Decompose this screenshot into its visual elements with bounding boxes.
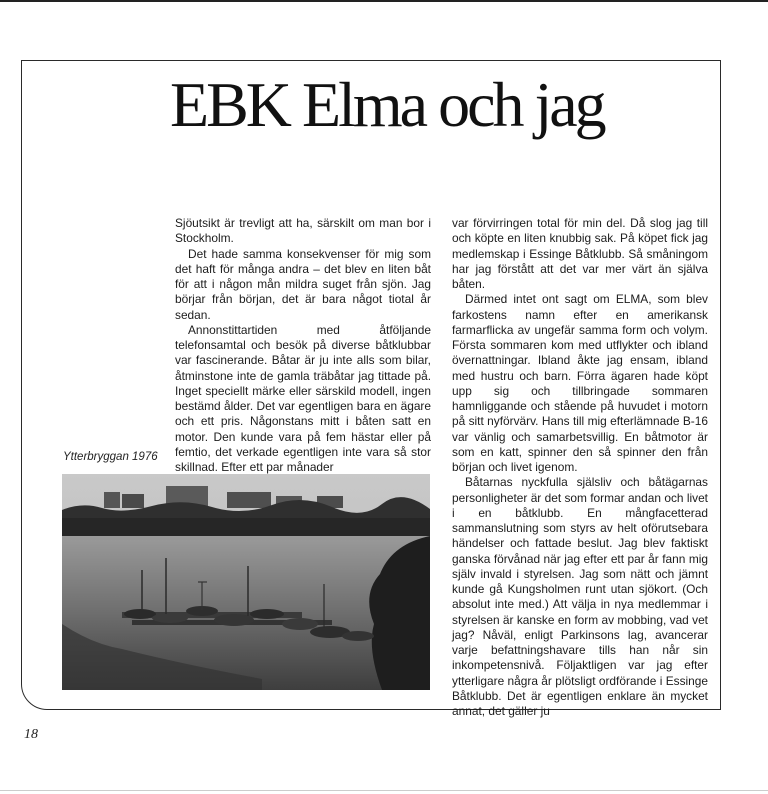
page-number: 18 [24,727,38,742]
top-rule [0,0,768,2]
paragraph: Därmed intet ont sagt om ELMA, som blev farkostens namn efter en amerikansk farmarflicka av ungefär samma form och volym. Första sommaren kom med utflykter och ibland övernattningar. Ibland åkte jag ensam, ibland med hustru och barn. Förra ägaren hade köpt upp sig och tillbringade sommaren hamnliggande och stående på huvudet i motorn på sitt nyförvärv. Hans till mig efterlämnade B-16 var vänlig och samarbetsvillig. En båtmotor är som en katt, spinner den så spinner den från början och livet igenom. [452,292,708,474]
harbor-photo [62,474,430,690]
paragraph: var förvirringen total för min del. Då slog jag till och köpte en liten knubbig sak. På köpet fick jag medlemskap i Essinge Båtklubb. Så småningom har jag förstått att det var mer värt än själva båten. [452,216,708,291]
photo-caption: Ytterbryggan 1976 [63,451,158,463]
paragraph: Annonstittartiden med åtföljande telefonsamtal och besök på diverse båtklubbar var fascinerande. Båtar är ju inte alls som bilar, åtminstone inte de gamla träbåtar jag tittade på. Inget speciellt märke eller särskild modell, ingen bestämd ålder. Det var egentligen bara en ägare och ett pris. Någonstans mitt i båten satt en motor. Den kunde vara på fem hästar eller på femtio, det verkade egentligen inte vara så stor skillnad. Efter ett par månader [175,322,431,474]
left-column [175,216,431,475]
paragraph: Det hade samma konsekvenser för mig som det haft för många andra – det blev en liten båt för att i någon mån mildra suget från sjön. Jag börjar från början, det är bara något tiotal år sedan. [175,246,431,322]
paragraph: Båtarnas nyckfulla själsliv och båtägarnas personligheter är det som formar andan och livet i en båtklubb. En mångfacetterad sammanslutning som styrs av helt oförutsebara händelser och fattade beslut. Jag blev faktiskt ganska förvånad när jag efter ett par år fann mig själv invald i styrelsen. Jag som nätt och jämnt kunde gå Kungsholmen runt utan sjökort. (Och absolut inte med.) Att välja in nya medlemmar i styrelsen är kanske en form av mobbing, vad vet jag? Nåväl, enligt Parkinsons lag, avancerar varje befattningshavare tills han når sin inkompetensnivå. Följaktligen var jag efter ytterligare några år plötsligt ordförande i Essinge Båtklubb. Det är egentligen enklare än mycket annat, det gäller ju [452,475,708,718]
right-column [452,216,708,719]
article-title: EBK Elma och jag [170,69,604,140]
bottom-rule [0,790,768,791]
paragraph: Sjöutsikt är trevligt att ha, särskilt om man bor i Stockholm. [175,216,431,246]
